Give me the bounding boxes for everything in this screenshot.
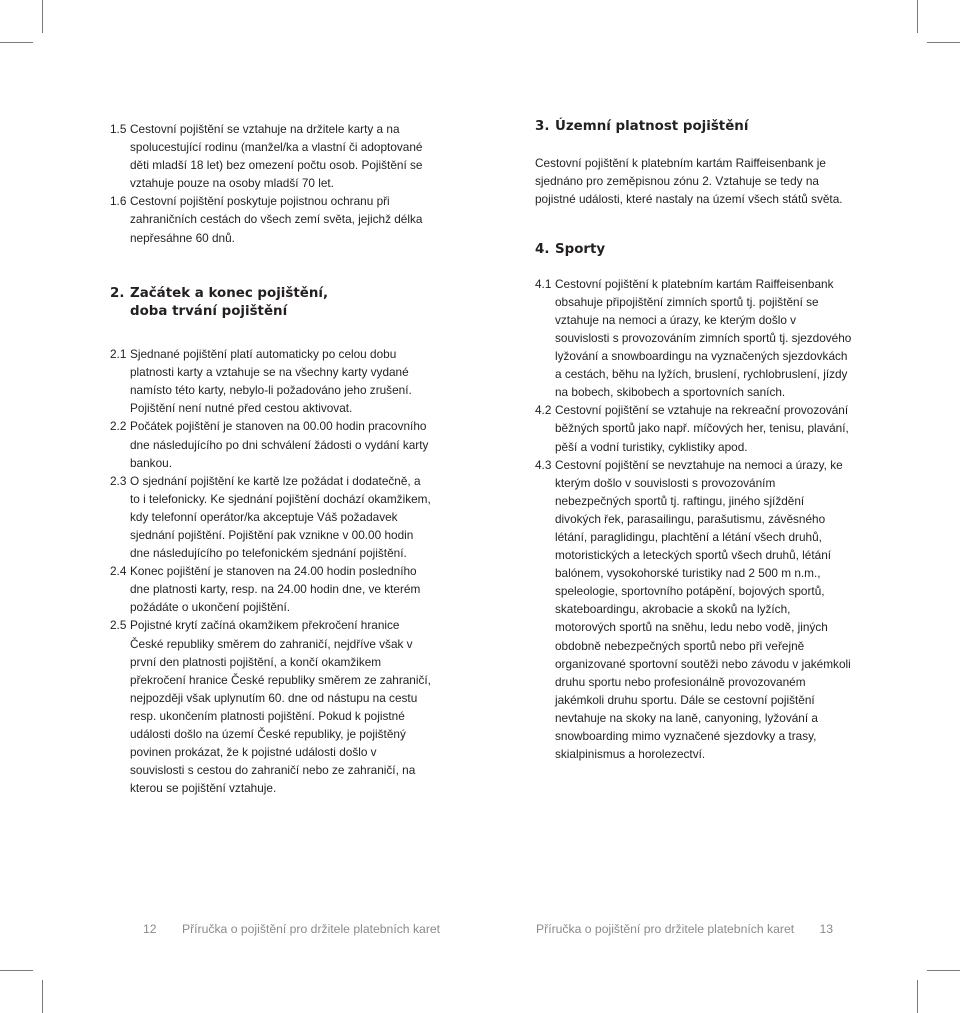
page-number: 12 xyxy=(143,922,157,936)
left-page-column xyxy=(110,120,432,797)
clause-number: 2.5 xyxy=(110,618,127,633)
right-page-column xyxy=(535,118,853,763)
clause-2-4 xyxy=(110,562,432,616)
clause-4-1 xyxy=(535,275,853,402)
crop-mark xyxy=(42,980,43,1013)
clause-text: Konec pojištění je stanoven na 24.00 hodin posledního dne platnosti karty, resp. na 24.00 hodin dne, ve kterém požádáte o ukončení pojištění. xyxy=(130,564,421,615)
clause-number: 4.1 xyxy=(535,276,552,291)
section-title-line-1: Začátek a konec pojištění, xyxy=(130,285,329,301)
clause-2-1 xyxy=(110,345,432,417)
crop-mark xyxy=(927,970,960,971)
clause-number: 4.2 xyxy=(535,403,552,418)
clause-2-3 xyxy=(110,472,432,562)
section-number: 2. xyxy=(110,285,125,301)
crop-mark xyxy=(0,42,33,43)
clause-text: Pojistné krytí začíná okamžikem překročení hranice České republiky směrem do zahraničí, nejdříve však v první den platnosti pojištění, a končí okamžikem překročení hranice České republiky směrem ze zahraničí, nejpozději však uplynutím 60. dne od nástupu na cestu resp. ukončením platnosti pojištění. Pokud k pojistné události došlo na území České republiky, je pojištěný povinen prokázat, že k pojistné události došlo v souvislosti s cestou do zahraničí nebo ze zahraničí, na kterou se pojištění vztahuje. xyxy=(130,618,431,796)
section-2-heading xyxy=(110,285,432,321)
section-number: 3. xyxy=(535,119,550,134)
section-4-heading xyxy=(535,241,853,259)
section-number: 4. xyxy=(535,242,550,258)
crop-mark xyxy=(917,980,918,1013)
crop-mark xyxy=(927,42,960,43)
clause-text: Cestovní pojištění se vztahuje na rekreační provozování běžných sportů jako např. míčových her, tenisu, plavání, pěší a vodní turistiky, cyklistiky apod. xyxy=(555,403,849,454)
clause-text: Cestovní pojištění se nevztahuje na nemoci a úrazy, ke kterým došlo v souvislosti s provozováním nebezpečných sportů tj. raftingu, jiného sjíždění divokých řek, parasailingu, parašutismu, závěsného létání, paraglidingu, plachtění a létání všech druhů, motoristických a leteckých sportů všech druhů, létání balónem, vysokohorské turistiky nad 2 500 m n.m., speleologie, sportovního potápění, bojových sportů, skateboardingu, akrobacie a skoků na lyžích, motorových sportů na sněhu, ledu nebo vodě, jiných obdobně nebezpečných sportů nebo při veřejně organizované sportovní soutěži nebo závodu v jakémkoli druhu sportu nebo profesionálně provozovaném jakémkoli druhu sportu. Dále se cestovní pojištění nevtahuje na skoky na laně, canyoning, lyžování a snowboarding mimo vyznačené sjezdovky a trasy, skialpinismus a horolezectví. xyxy=(555,457,851,762)
clause-text: Počátek pojištění je stanoven na 00.00 hodin pracovního dne následujícího po dni schválení žádosti o vydání karty bankou. xyxy=(130,419,429,470)
clause-text: Cestovní pojištění k platebním kartám Raiffeisenbank obsahuje připojištění zimních sportů tj. pojištění se vztahuje na nemoci a úrazy, ke kterým došlo v souvislosti s provozováním zimních sportů tj. sjezdového lyžování a snowboardingu na vyznačených sjezdovkách a cestách, běhu na lyžích, bruslení, rychlobruslení, jízdy na bobech, skibobech a sportovních saních. xyxy=(555,276,852,400)
clause-4-2 xyxy=(535,401,853,455)
clause-number: 4.3 xyxy=(535,457,552,472)
clause-text: Cestovní pojištění poskytuje pojistnou ochranu při zahraničních cestách do všech zemí světa, jejichž délka nepřesáhne 60 dnů. xyxy=(130,194,423,245)
clause-4-3 xyxy=(535,456,853,764)
section-title: Sporty xyxy=(555,242,606,258)
footer-title: Příručka o pojištění pro držitele platebních karet xyxy=(536,922,795,936)
clause-number: 2.3 xyxy=(110,473,127,488)
clause-number: 2.4 xyxy=(110,564,127,579)
clause-2-5 xyxy=(110,616,432,797)
page-number: 13 xyxy=(819,922,834,936)
clause-1-6 xyxy=(110,192,432,246)
section-3-text: Cestovní pojištění k platebním kartám Raiffeisenbank je sjednáno pro zeměpisnou zónu 2. Vztahuje se tedy na pojistné události, které nastaly na území všech států světa. xyxy=(535,156,843,207)
clause-number: 2.1 xyxy=(110,347,127,362)
crop-mark xyxy=(917,0,918,33)
clause-number: 2.2 xyxy=(110,419,127,434)
footer-title: Příručka o pojištění pro držitele platebních karet xyxy=(181,922,441,936)
clause-text: Sjednané pojištění platí automaticky po celou dobu platnosti karty a vztahuje se na všechny karty vydané namísto této karty, nebylo-li požadováno jeho zrušení. Pojištění není nutné před cestou aktivovat. xyxy=(130,347,412,416)
clause-1-5 xyxy=(110,120,432,192)
section-3-heading xyxy=(535,118,853,136)
crop-mark xyxy=(0,970,33,971)
crop-mark xyxy=(42,0,43,33)
clause-2-2 xyxy=(110,417,432,471)
section-title-line-2: doba trvání pojištění xyxy=(130,303,288,319)
right-page-footer xyxy=(536,922,833,936)
left-page-footer xyxy=(143,922,440,936)
clause-number: 1.6 xyxy=(110,194,127,209)
clause-text: O sjednání pojištění ke kartě lze požádat i dodatečně, a to i telefonicky. Ke sjednání pojištění dochází okamžikem, kdy telefonní operátor/ka akceptuje Váš požadavek sjednání pojištění. Pojištění pak vznikne v 00.00 hodin dne následujícího po telefonickém sjednání pojištění. xyxy=(130,473,431,561)
section-title: Územní platnost pojištění xyxy=(555,119,749,134)
clause-text: Cestovní pojištění se vztahuje na držitele karty a na spolucestující rodinu (manžel/ka a vlastní či adoptované děti mladší 18 let) bez omezení počtu osob. Pojištění se vztahuje pouze na osoby mladší 70 let. xyxy=(130,122,423,191)
clause-number: 1.5 xyxy=(110,122,127,136)
